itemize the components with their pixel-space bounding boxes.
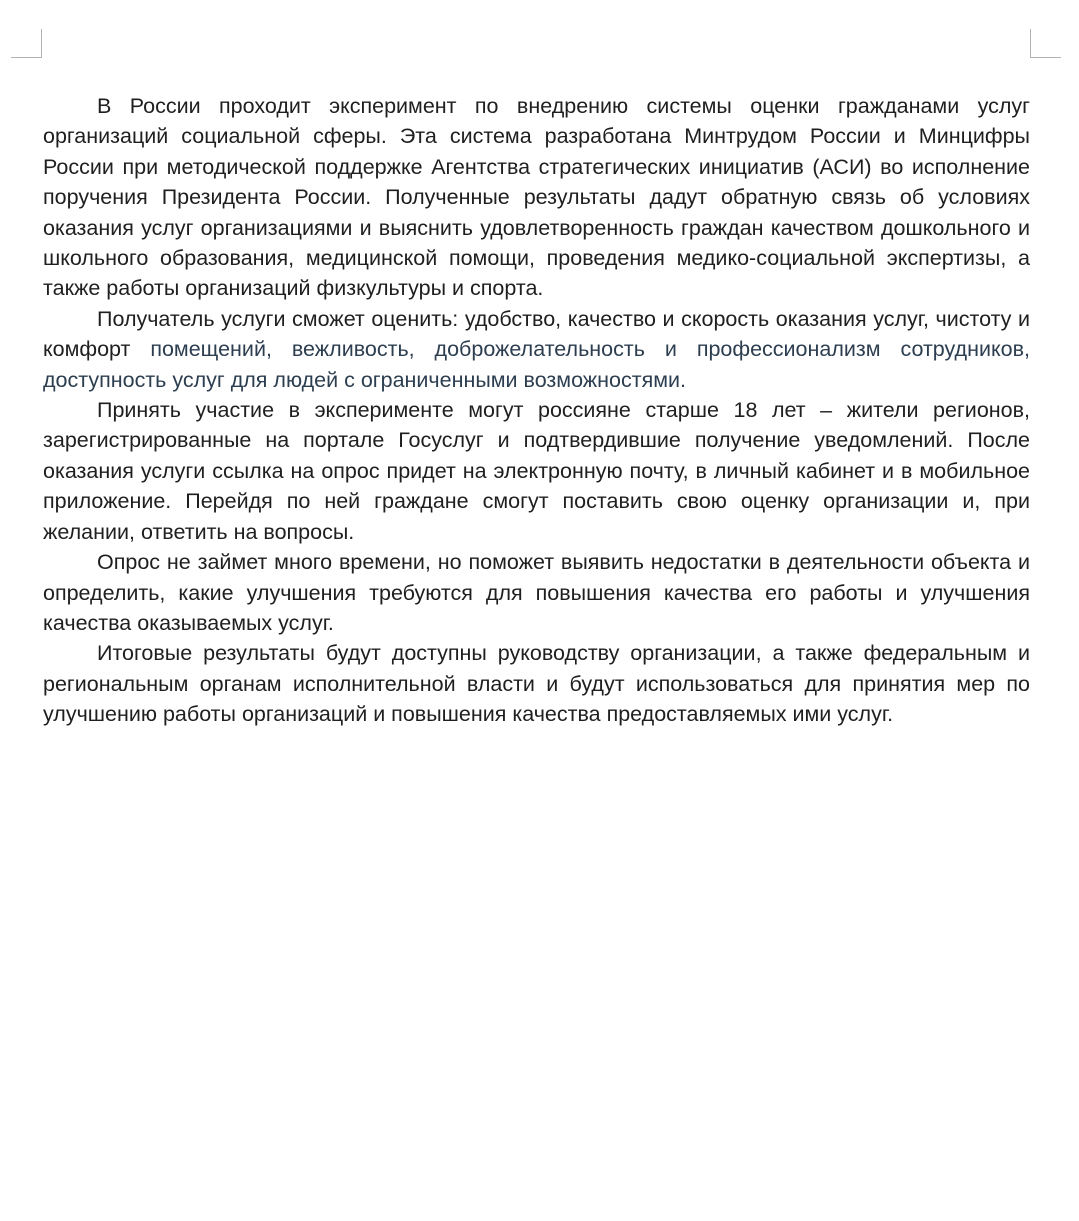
paragraph-participation: Принять участие в эксперименте могут россияне старше 18 лет – жители регионов, зарегистрированные на портале Госуслуг и подтвердившие получение уведомлений. После оказания услуги ссылка на опрос придет на электронную почту, в личный кабинет и в мобильное приложение. Перейдя по ней граждане смогут поставить свою оценку организации и, при желании, ответить на вопросы. bbox=[43, 398, 1030, 544]
paragraph-rating-criteria-highlight: помещений, вежливость, доброжелательность и профессионализм сотрудников, доступность услуг для людей с ограниченными возможностями. bbox=[43, 337, 1030, 392]
paragraph-experiment-intro: В России проходит эксперимент по внедрению системы оценки гражданами услуг организаций социальной сферы. Эта система разработана Минтрудом России и Минцифры России при методической поддержке Агентства стратегических инициатив (АСИ) во исполнение поручения Президента России. Полученные результаты дадут обратную связь об условиях оказания услуг организациями и выяснить удовлетворенность граждан качеством дошкольного и школьного образования, медицинской помощи, проведения медико-социальной экспертизы, а также работы организаций физкультуры и спорта. bbox=[43, 94, 1030, 301]
paragraph-final-results: Итоговые результаты будут доступны руководству организации, а также федеральным и региональным органам исполнительной власти и будут использоваться для принятия мер по улучшению работы организаций и повышения качества предоставляемых ими услуг. bbox=[43, 641, 1030, 727]
paragraph-rating-criteria bbox=[43, 304, 1030, 395]
paragraph-survey-benefit: Опрос не займет много времени, но поможет выявить недостатки в деятельности объекта и определить, какие улучшения требуются для повышения качества его работы и улучшения качества оказываемых услуг. bbox=[43, 550, 1030, 635]
top-left-margin-mark bbox=[11, 29, 42, 58]
top-right-margin-mark bbox=[1030, 29, 1061, 58]
document-body[interactable] bbox=[43, 91, 1030, 730]
paragraph-rating-criteria-start: Получатель услуги сможет оценить: удобство, качество и скорость оказания услуг, чистоту и комфорт bbox=[43, 306, 1030, 362]
